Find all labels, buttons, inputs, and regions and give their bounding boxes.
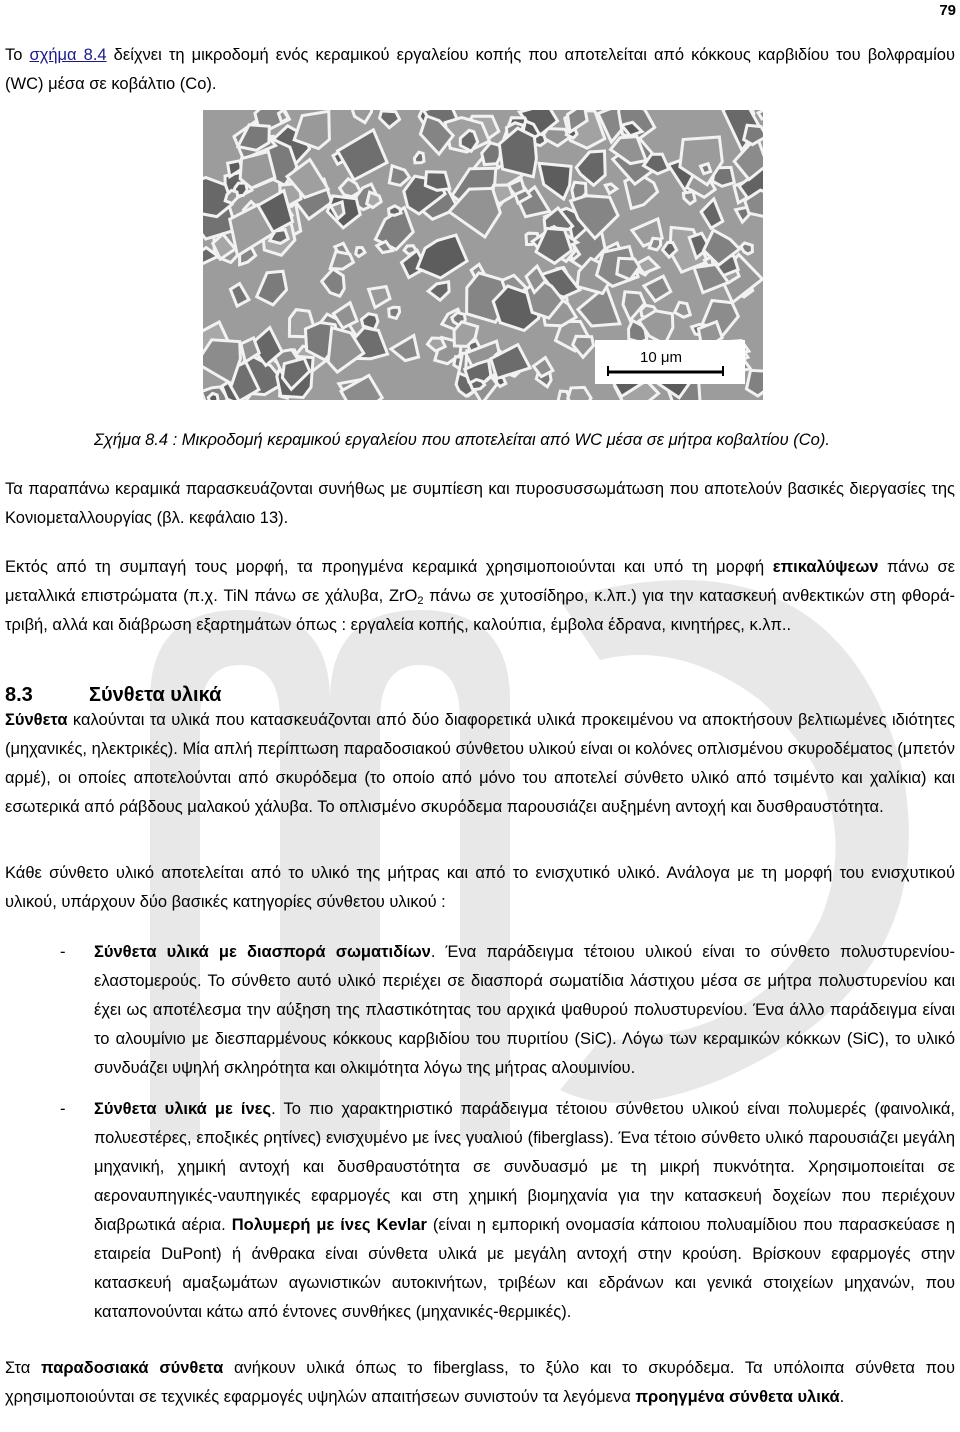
grain xyxy=(747,370,764,396)
grain xyxy=(208,393,218,400)
bullet-particle-composites: Σύνθετα υλικά με διασπορά σωματιδίων. Ένα παράδειγμα τέτοιου υλικού είναι το σύνθετο πολυστυρενίου-ελαστομερούς. Το σύνθετο αυτό υλικό περιέχει σε διασπορά σωματίδια λάστιχου μέσα σε μήτρα πολυστυρενίου και έχει ως αποτέλεσμα την αύξηση της πλαστικότητας του αρχικά ψαθυρού πολυστυρενίου. Ένα άλλο παράδειγμα είναι το αλουμίνιο με διεσπαρμένους κόκκους καρβιδίου του πυριτίου (SiC). Λόγω των κεραμικών κόκκων (SiC), το υλικό συνδυάζει υψηλή σκληρότητα και ολκιμότητα λόγω της μήτρας αλουμινίου. xyxy=(94,943,955,1077)
grain xyxy=(389,307,400,318)
grain xyxy=(361,314,378,330)
paragraph-sintering: Τα παραπάνω κεραμικά παρασκευάζονται συνήθως με συμπίεση και πυροσυσσωμάτωση που αποτελούν βασικές διεργασίες της Κονιομεταλλουργίας (βλ. κεφάλαιο 13). xyxy=(5,480,955,527)
section-heading: 8.3 Σύνθετα υλικά xyxy=(5,684,222,706)
figure-link[interactable]: σχήμα 8.4 xyxy=(29,46,107,64)
grain xyxy=(675,302,691,317)
page-number: 79 xyxy=(939,2,956,19)
grain xyxy=(414,152,424,163)
figure-caption: Σχήμα 8.4 : Μικροδομή κεραμικού εργαλείου που αποτελείται από WC μέσα σε μήτρα κοβαλτίου (Co). xyxy=(94,431,830,449)
grain xyxy=(425,172,450,191)
grain xyxy=(744,125,763,144)
scale-label: 10 μm xyxy=(640,349,682,366)
grain xyxy=(741,243,753,254)
grain xyxy=(649,238,661,250)
paragraph-categories: Κάθε σύνθετο υλικό αποτελείται από το υλικό της μήτρας και από το ενισχυτικό υλικό. Ανάλογα με τη μορφή του ενισχυτικού υλικού, υπάρχουν δύο βασικές κατηγορίες σύνθετου υλικού : xyxy=(5,864,955,911)
microstructure-image xyxy=(203,110,763,400)
bullet-dash: - xyxy=(60,1100,66,1118)
grain xyxy=(404,246,416,255)
intro-paragraph: Το σχήμα 8.4 δείχνει τη μικροδομή ενός κεραμικού εργαλείου κοπής που αποτελείται από κόκκους καρβιδίου του βολφραμίου (WC) μέσα σε κοβάλτιο (Co). xyxy=(5,46,955,93)
grain xyxy=(470,380,485,390)
paragraph-coatings: Εκτός από τη συμπαγή τους μορφή, τα προηγμένα κεραμικά χρησιμοποιούνται και υπό τη μορφή επικαλύψεων πάνω σε μεταλλικά επιστρώματα (π.χ. TiN πάνω σε χάλυβα, ZrO$_2$ πάνω σε χυτοσίδηρο, κ.λπ.) για την κατασκευή ανθεκτικών στη φθορά-τριβή, αλλά και διάβρωση εξαρτημάτων όπως : εργαλεία κοπής, καλούπια, έμβολα έδρανα, κινητήρες, κ.λπ.. xyxy=(5,558,955,634)
bullet-dash: - xyxy=(60,943,66,961)
grain xyxy=(701,164,711,174)
bullet-fiber-composites: Σύνθετα υλικά με ίνες. Το πιο χαρακτηριστικό παράδειγμα τέτοιου σύνθετου υλικού είναι πολυμερές (φαινολικά, πολυεστέρες, εποξικές ρητίνες) ενισχυμένο με ίνες γυαλιού (fiberglass). Ένα τέτοιο σύνθετο υλικό παρουσιάζει μεγάλη μηχανική, χημική αντοχή και δυσθραυστότητα σε συνδυασμό με τη μικρή πυκνότητα. Χρησιμοποιείται σε αεροναυπηγικές-ναυπηγικές εφαρμογές και στη χημική βιομηχανία για την κατασκευή δοχείων που περιέχουν διαβρωτικά αέρια. Πολυμερή με ίνες Kevlar (είναι η εμπορική ονομασία κάποιου πολυαμίδιου που παρασκεύασε η εταιρεία DuPont) ή άνθρακα είναι σύνθετα υλικά με μεγάλη αντοχή στην κρούση. Βρίσκουν εφαρμογές στην κατασκευή αμαξωμάτων αγωνιστικών αυτοκινήτων, τριβέων και εδράνων και γενικά στοιχείων μηχανών, που καταπονούνται κάτω από έντονες συνθήκες (μηχανικές-θερμικές). xyxy=(94,1100,955,1321)
paragraph-traditional-composites: Στα παραδοσιακά σύνθετα ανήκουν υλικά όπως το fiberglass, το ξύλο και το σκυρόδεμα. Τα υπόλοιπα σύνθετα που χρησιμοποιούνται σε τεχνικές εφαρμογές υψηλών απαιτήσεων συνιστούν τα λεγόμενα προηγμένα σύνθετα υλικά. xyxy=(5,1359,956,1406)
grain xyxy=(389,206,402,216)
paragraph-composites: Σύνθετα καλούνται τα υλικά που κατασκευάζονται από δύο διαφορετικά υλικά προκειμένου να αποκτήσουν βελτιωμένες ιδιότητες (μηχανικές, ηλεκτρικές). Μία απλή περίπτωση παραδοσιακού σύνθετου υλικού είναι οι κολόνες οπλισμένου σκυροδέματος (μπετόν αρμέ), οι οποίες αποτελούνται από σκυρόδεμα (το οποίο από μόνο του αποτελεί σύνθετο υλικό από τσιμέντο και χαλίκια) και εσωτερικά από ράβδους μαλακού χάλυβα. Το οπλισμένο σκυρόδεμα παρουσιάζει αυξημένη αντοχή και δυσθραυστότητα. xyxy=(5,711,955,816)
